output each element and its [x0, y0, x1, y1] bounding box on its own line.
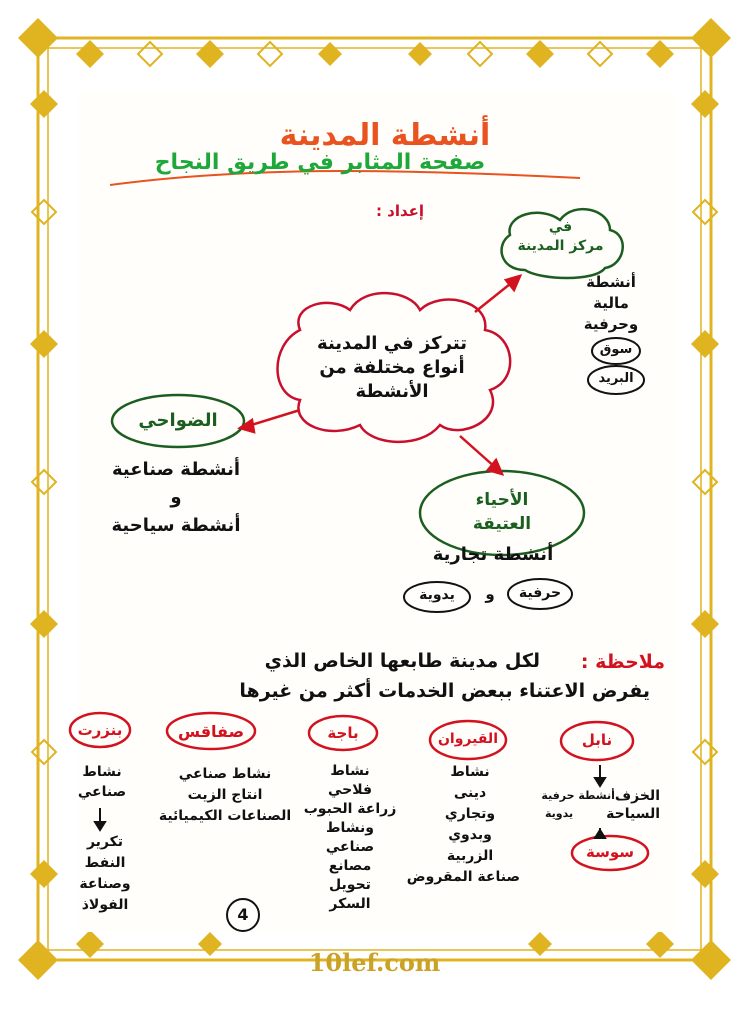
center-activity-3: وحرفية	[583, 315, 639, 333]
center-node-label	[508, 218, 613, 256]
beja-line-6: مصانع	[328, 858, 372, 874]
suburbs-activities	[86, 456, 266, 540]
kairouan-line-3: وتجاري	[444, 806, 496, 822]
bizerte-line-6: الفولاذ	[81, 897, 129, 913]
kairouan-line-1: نشاط	[450, 764, 490, 780]
kairouan-line-4: وبدوي	[448, 827, 492, 843]
center-node-activities	[566, 272, 656, 335]
beja-line-1: نشاط	[330, 763, 370, 779]
center-activity-2: مالية	[593, 294, 629, 312]
nabeul-sub-1: أنشطة حرفية	[541, 789, 615, 802]
city-nabeul-name: نابل	[581, 731, 613, 749]
souk-label: سوق	[599, 342, 633, 357]
suburbs-label: الضواحي	[138, 410, 218, 431]
old-quarters-label	[440, 488, 564, 536]
nabeul-item-2: السياحة	[606, 806, 660, 822]
city-beja-name: باجة	[327, 724, 359, 742]
bizerte-line-5: وصناعة	[79, 876, 131, 892]
suburbs-activity-1: أنشطة صناعية	[111, 459, 241, 480]
beja-line-4: ونشاط	[325, 820, 374, 836]
center-cloud-text	[302, 332, 482, 404]
page-title: أنشطة المدينة	[279, 118, 491, 153]
suburbs-activity-connector: و	[170, 487, 182, 508]
city-beja-details	[300, 762, 400, 914]
prepared-by-label: إعداد :	[375, 202, 425, 220]
center-cloud-line-1: تتركز في المدينة	[317, 333, 467, 354]
kairouan-line-2: دينى	[453, 785, 487, 801]
sfax-line-1: نشاط صناعي	[178, 766, 272, 782]
note-line-1: لكل مدينة طابعها الخاص الذي	[264, 650, 540, 672]
center-cloud-line-2: أنواع مختلفة من	[319, 357, 465, 378]
beja-line-3: زراعة الحبوب	[303, 801, 397, 817]
nabeul-item-1: الخزف	[614, 788, 660, 804]
suburbs-activity-2: أنشطة سياحية	[111, 515, 241, 536]
sfax-line-3: الصناعات الكيميائية	[158, 808, 292, 824]
note-line-2: يفرض الاعتناء ببعض الخدمات أكثر من غيرها	[239, 680, 650, 702]
bizerte-line-2: صناعي	[77, 784, 127, 800]
page-subtitle: صفحة المثابر في طريق النجاح	[154, 150, 486, 175]
city-sousse-name: سوسة	[585, 843, 634, 861]
center-cloud-line-3: الأنشطة	[355, 381, 429, 402]
city-kairouan-details	[406, 762, 520, 888]
center-node-label-line-2: مركز المدينة	[517, 238, 604, 254]
center-node-label-line-1: في	[548, 219, 573, 235]
city-sfax-name: صفاقس	[177, 722, 245, 741]
beja-line-8: السكر	[329, 896, 371, 912]
craft-label: حرفية	[518, 585, 562, 601]
bizerte-line-3: تكرير	[86, 834, 124, 850]
kairouan-line-5: الزربية	[446, 848, 494, 864]
nabeul-row-1	[541, 787, 660, 805]
footer-site[interactable]: 10lef.com	[308, 948, 441, 977]
sfax-line-2: انتاج الزيت	[187, 787, 263, 803]
nabeul-row-2	[545, 805, 660, 823]
bizerte-line-4: النفط	[84, 855, 126, 871]
old-quarters-label-line-1: الأحياء	[475, 490, 529, 510]
city-sfax-details	[150, 764, 300, 827]
beja-line-7: تحويل	[329, 877, 371, 893]
beja-line-5: صناعي	[325, 839, 375, 855]
page-number: 4	[226, 898, 260, 932]
city-bizerte-details-bottom	[60, 832, 150, 916]
city-kairouan-name: القيروان	[437, 731, 498, 747]
handmade-label: يدوية	[419, 587, 455, 603]
city-nabeul-details	[541, 787, 660, 823]
nabeul-sub-2: يدوية	[545, 807, 574, 820]
city-bizerte-name: بنزرت	[77, 721, 123, 739]
post-label: البريد	[598, 371, 634, 386]
kairouan-line-6: صناعة المقروض	[406, 869, 520, 885]
beja-line-2: فلاحي	[327, 782, 373, 798]
bizerte-line-1: نشاط	[82, 764, 122, 780]
old-quarters-label-line-2: العتيقة	[472, 514, 532, 534]
center-activity-1: أنشطة	[586, 273, 636, 291]
old-quarters-activities: أنشطة تجارية	[432, 544, 554, 565]
city-bizerte-details-top	[62, 762, 142, 802]
note-label: ملاحظة :	[580, 651, 665, 673]
handmade-craft-connector: و	[485, 585, 495, 603]
